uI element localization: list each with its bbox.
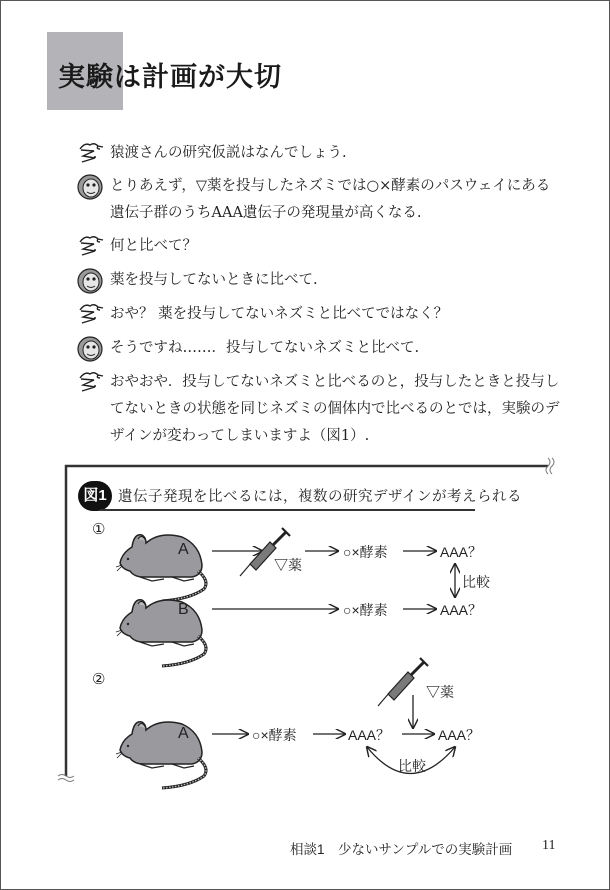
drug-label: ▽薬	[274, 557, 302, 573]
design-2-marker: ②	[92, 670, 106, 688]
mouse-a-label: A	[178, 725, 189, 742]
figure-number-badge: 図1	[78, 481, 112, 511]
dialogue-text: 猿渡さんの研究仮説はなんでしょう.	[110, 145, 347, 161]
dialogue-text: とりあえず，▽薬を投与したネズミでは○×酵素のパスウェイにある	[110, 178, 551, 194]
compare-label: 比較	[398, 758, 426, 774]
running-footer: 相談1 少ないサンプルでの実験計画	[290, 842, 513, 857]
dialogue-text: 薬を投与してないときに比べて.	[110, 272, 318, 288]
dialogue-text: おや？ 薬を投与してないネズミと比べてではなく？	[110, 306, 449, 322]
result-label: AAA？	[440, 602, 483, 618]
mouse-b-label: B	[178, 601, 189, 618]
compare-label: 比較	[462, 574, 490, 590]
page-number: 11	[542, 838, 556, 853]
page-title: 実験は計画が大切	[58, 62, 282, 93]
dialogue-text: ザインが変わってしまいますよ（図1）.	[110, 428, 370, 444]
mouse-a-label: A	[178, 541, 189, 558]
result-before-label: AAA？	[348, 727, 391, 743]
design-1-marker: ①	[92, 520, 106, 538]
dialogue-text: そうですね……．投与してないネズミと比べて.	[110, 340, 420, 356]
dialogue-text: 何と比べて？	[110, 238, 197, 254]
enzyme-label: ○×酵素	[252, 727, 297, 743]
enzyme-label: ○×酵素	[343, 544, 388, 560]
result-after-label: AAA？	[438, 727, 481, 743]
syringe-icon	[378, 658, 428, 706]
result-label: AAA？	[440, 544, 483, 560]
figure-caption: 遺伝子発現を比べるには，複数の研究デザインが考えられる	[118, 489, 522, 505]
enzyme-label: ○×酵素	[343, 602, 388, 618]
mouse-a-illustration	[116, 722, 206, 788]
dialogue-text: てないときの状態を同じネズミの個体内で比べるのとでは，実験のデ	[110, 401, 560, 417]
dialogue-text: おやおや．投与してないネズミと比べるのと，投与したときと投与し	[110, 374, 560, 390]
dialogue-text: 遺伝子群のうちAAA遺伝子の発現量が高くなる.	[110, 205, 422, 221]
drug-label: ▽薬	[426, 684, 454, 700]
